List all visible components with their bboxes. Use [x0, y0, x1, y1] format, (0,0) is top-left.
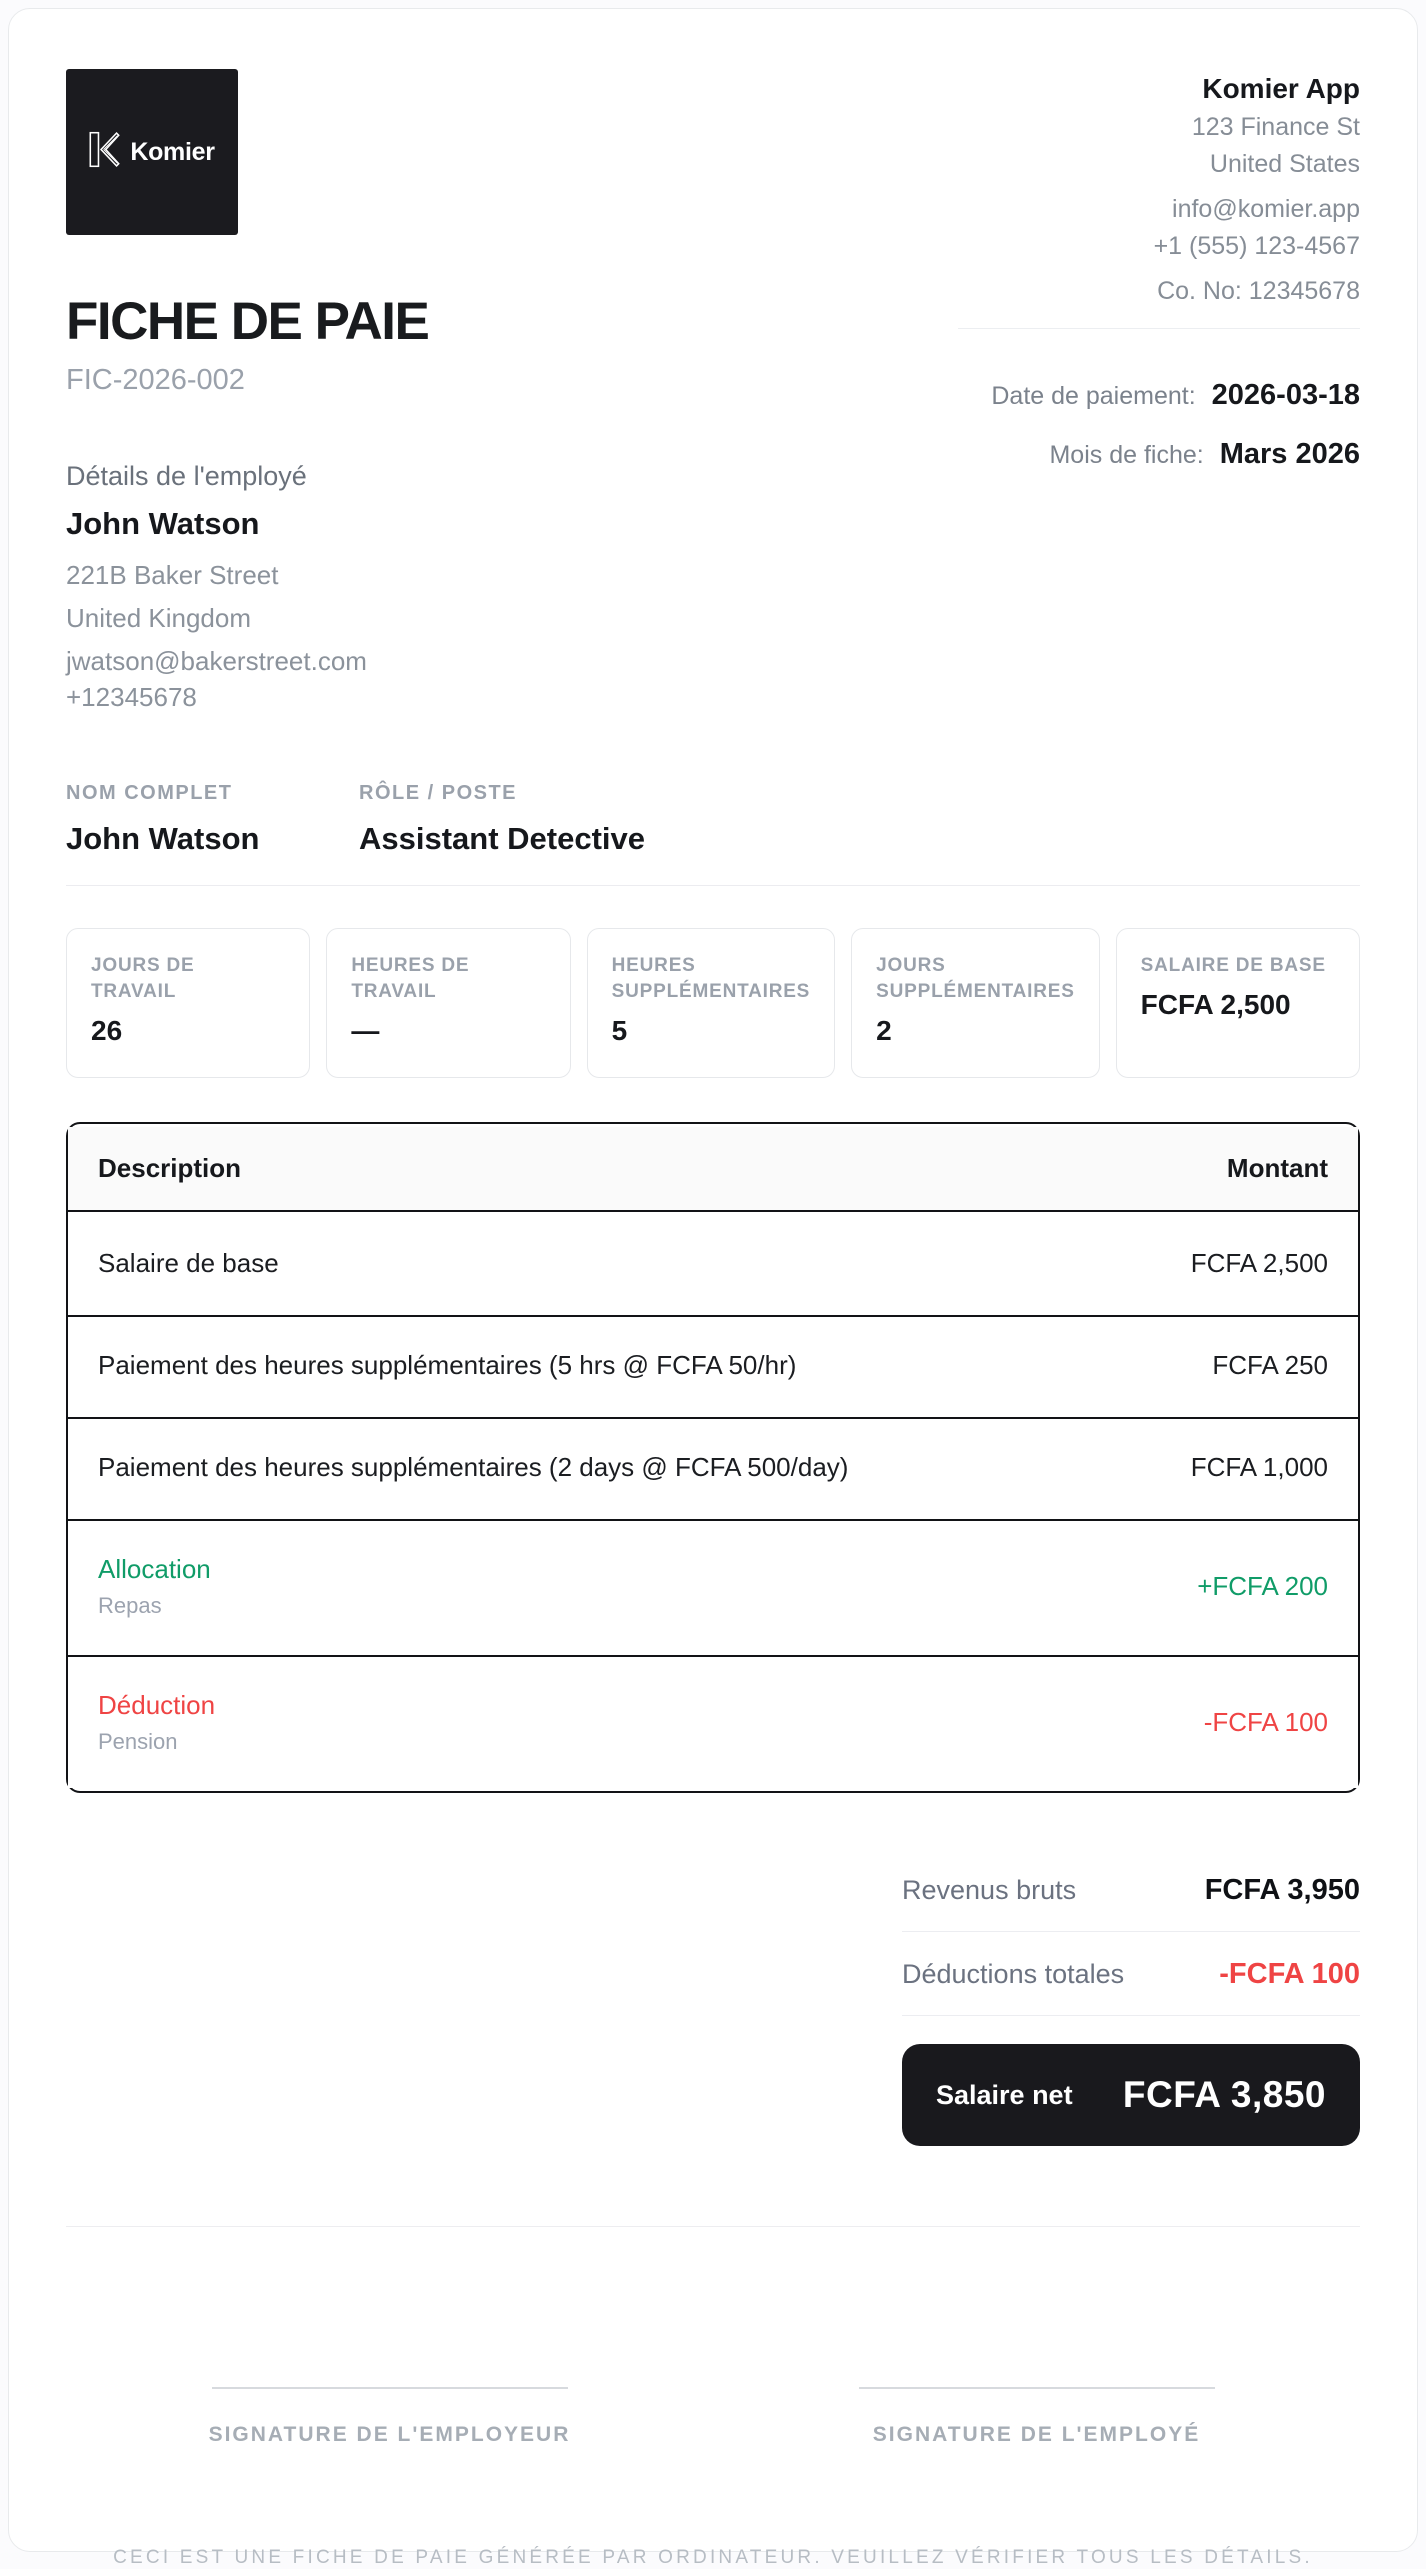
- stat-value: 2: [876, 1015, 892, 1046]
- gross-earnings-row: [902, 1848, 1360, 1932]
- employee-signature-label: SIGNATURE DE L'EMPLOYÉ: [872, 2423, 1201, 2446]
- total-deductions-row: [902, 1932, 1360, 2016]
- row-description: Paiement des heures supplémentaires (5 hrs @ FCFA 50/hr): [98, 1350, 797, 1380]
- table-row: [68, 1417, 1358, 1516]
- row-amount: +FCFA 200: [1105, 1519, 1358, 1652]
- payment-date-value: 2026-03-18: [1211, 379, 1360, 411]
- stat-card-base-salary: [1116, 928, 1360, 1078]
- totals-section: [902, 1848, 1360, 2146]
- full-name-label: NOM COMPLET: [66, 782, 233, 804]
- column-header-amount: Montant: [1105, 1127, 1358, 1212]
- stat-label: HEURES DE TRAVAIL: [351, 955, 470, 1002]
- employee-details: [66, 461, 817, 714]
- table-row: [68, 1315, 1358, 1414]
- row-amount: -FCFA 100: [1105, 1655, 1358, 1788]
- net-salary-pill: [902, 2044, 1360, 2146]
- employee-name: John Watson: [66, 506, 260, 541]
- row-amount: FCFA 2,500: [1105, 1215, 1358, 1312]
- stat-value: FCFA 2,500: [1140, 989, 1291, 1020]
- stat-card-overtime-hours: [587, 928, 836, 1078]
- company-logo: [66, 69, 238, 235]
- row-description: Déduction: [98, 1690, 216, 1720]
- employee-phone: +12345678: [66, 682, 197, 712]
- stat-card-work-days: [66, 928, 310, 1078]
- row-description: Allocation: [98, 1554, 211, 1584]
- employer-signature-label: SIGNATURE DE L'EMPLOYEUR: [208, 2423, 571, 2446]
- document-number: FIC-2026-002: [66, 364, 245, 396]
- signature-section: [66, 2387, 1360, 2447]
- table-row: [68, 1215, 1358, 1312]
- footer-disclaimer: CECI EST UNE FICHE DE PAIE GÉNÉRÉE PAR ORDINATEUR. VEUILLEZ VÉRIFIER TOUS LES DÉTAILS.: [113, 2547, 1313, 2568]
- role-label: RÔLE / POSTE: [359, 782, 518, 804]
- stat-value: 5: [611, 1015, 628, 1046]
- page-title: FICHE DE PAIE: [66, 292, 429, 351]
- stat-cards: [66, 928, 1360, 1078]
- table-header-row: [68, 1127, 1358, 1212]
- row-subtext: Pension: [98, 1729, 178, 1754]
- date-rows: [958, 379, 1360, 471]
- stat-label: SALAIRE DE BASE: [1140, 955, 1326, 976]
- company-address-line1: 123 Finance St: [1191, 113, 1360, 141]
- role-value: Assistant Detective: [359, 821, 646, 856]
- company-number: Co. No: 12345678: [1157, 277, 1360, 305]
- total-deductions-value: -FCFA 100: [1219, 1958, 1360, 1990]
- row-description: Salaire de base: [98, 1248, 279, 1278]
- company-phone: +1 (555) 123-4567: [1153, 232, 1360, 260]
- employee-section-label: Détails de l'employé: [66, 461, 307, 491]
- full-name-value: John Watson: [66, 821, 260, 856]
- row-description: Paiement des heures supplémentaires (2 days @ FCFA 500/day): [98, 1452, 849, 1482]
- row-amount: FCFA 1,000: [1105, 1417, 1358, 1516]
- stat-value: 26: [91, 1015, 123, 1046]
- total-deductions-label: Déductions totales: [902, 1959, 1125, 1989]
- bottom-divider: [66, 2226, 1360, 2227]
- stat-label: HEURES SUPPLÉMENTAIRES: [611, 955, 811, 1002]
- earnings-table: [66, 1122, 1360, 1793]
- gross-earnings-label: Revenus bruts: [902, 1875, 1077, 1905]
- header-divider: [958, 328, 1360, 329]
- employee-address-line2: United Kingdom: [66, 603, 251, 633]
- employee-email: jwatson@bakerstreet.com: [66, 646, 367, 676]
- table-row-deduction: [68, 1655, 1358, 1788]
- table-row-allowance: [68, 1519, 1358, 1652]
- company-name: Komier App: [1202, 73, 1360, 104]
- top-left-column: [66, 69, 817, 714]
- full-name-field: [66, 782, 359, 857]
- net-salary-label: Salaire net: [936, 2079, 1073, 2110]
- stat-card-work-hours: [326, 928, 570, 1078]
- payment-date-row: [958, 379, 1360, 412]
- payslip-month-row: [958, 438, 1360, 471]
- payslip-document: [8, 8, 1418, 2568]
- company-email: info@komier.app: [1172, 195, 1360, 223]
- net-salary-value: FCFA 3,850: [1122, 2074, 1326, 2115]
- row-subtext: Repas: [98, 1593, 162, 1618]
- company-address-line2: United States: [1209, 150, 1360, 178]
- top-section: [66, 69, 1360, 714]
- stat-card-overtime-days: [851, 928, 1100, 1078]
- employer-signature-line: [212, 2387, 568, 2389]
- role-field: [359, 782, 645, 857]
- company-info: [958, 69, 1360, 714]
- row-amount: FCFA 250: [1105, 1315, 1358, 1414]
- stat-value: —: [351, 1015, 380, 1046]
- payslip-month-label: Mois de fiche:: [1049, 441, 1204, 469]
- stat-label: JOURS DE TRAVAIL: [91, 955, 195, 1002]
- komier-logo-icon: [89, 131, 120, 173]
- logo-brand-text: Komier: [130, 137, 215, 166]
- payslip-month-value: Mars 2026: [1219, 438, 1360, 470]
- gross-earnings-value: FCFA 3,950: [1204, 1874, 1360, 1906]
- identity-divider: [66, 885, 1360, 886]
- employer-signature: [66, 2387, 713, 2447]
- employee-signature: [713, 2387, 1360, 2447]
- column-header-description: Description: [68, 1127, 1105, 1212]
- employee-address-line1: 221B Baker Street: [66, 560, 279, 590]
- stat-label: JOURS SUPPLÉMENTAIRES: [876, 955, 1075, 1002]
- payment-date-label: Date de paiement:: [991, 382, 1196, 410]
- identity-section: [66, 782, 1360, 857]
- employee-signature-line: [859, 2387, 1215, 2389]
